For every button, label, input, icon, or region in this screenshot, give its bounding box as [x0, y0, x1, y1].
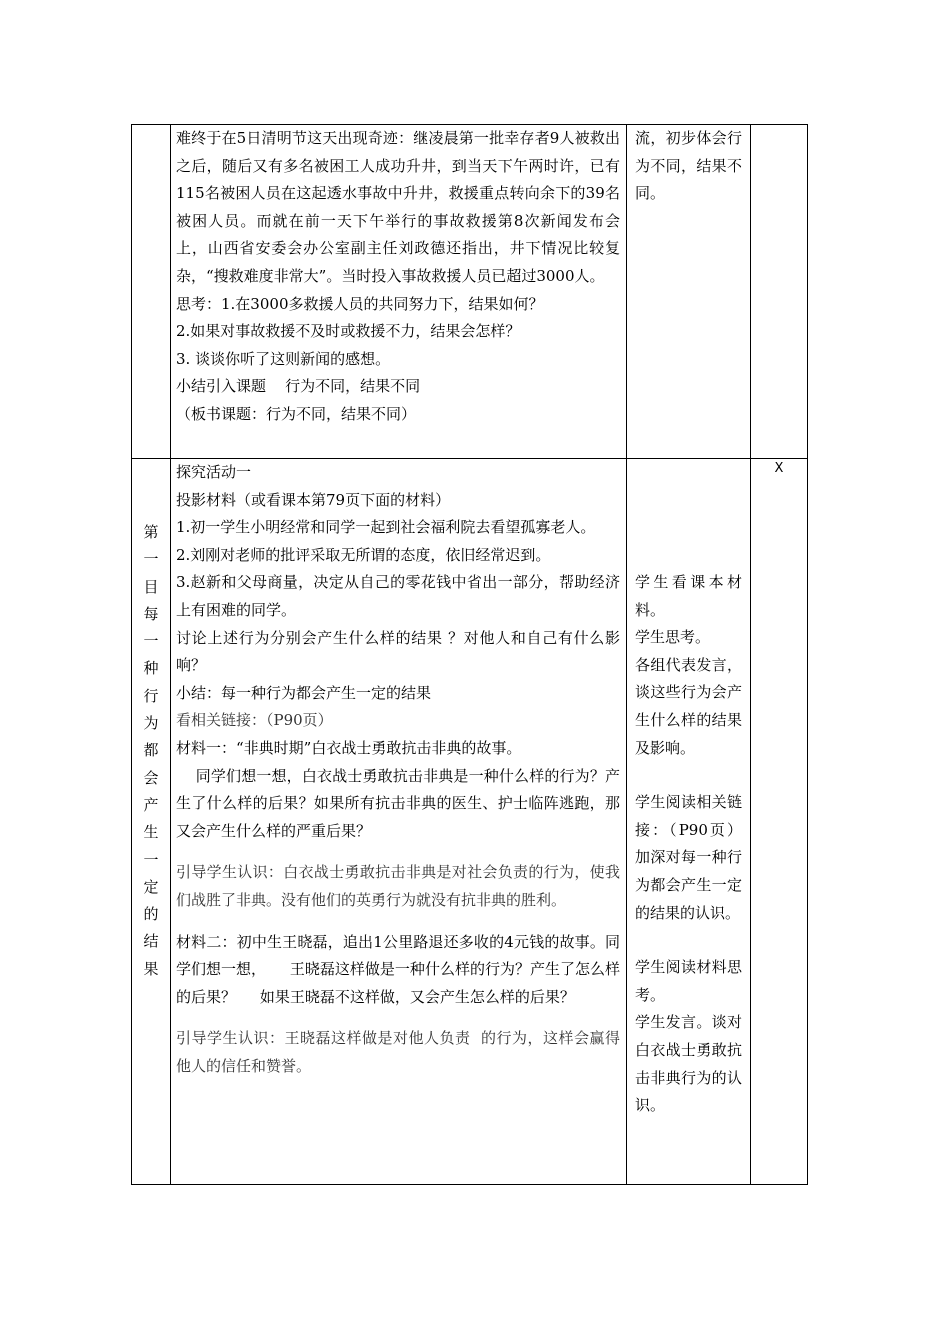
stage-title-char: 行 [143, 686, 159, 705]
stage-title-char: 产 [143, 795, 159, 814]
think-question-2: 2.如果对事故救援不及时或救援不力，结果会怎样？ [176, 322, 521, 341]
stage-title-char: 定 [143, 877, 159, 896]
think-question-1: 思考：1.在3000多救援人员的共同努力下，结果如何？ [176, 294, 544, 313]
note-cell [751, 125, 808, 459]
note-cell [751, 459, 808, 1185]
student-activity-cell [627, 125, 751, 459]
related-link: 看相关链接：（P90页） [176, 711, 333, 730]
case-item-2: 2.刘刚对老师的批评采取无所谓的态度，依旧经常迟到。 [176, 545, 551, 564]
material-one-question: 同学们想一想，白衣战士勇敢抗击非典是一种什么样的行为？产生了什么样的后果？如果所有抗击非典的医生、护士临阵逃跑，那又会产生什么样的严重后果？ [176, 766, 620, 840]
material-one-title: 材料一：“非典时期”白衣战士勇敢抗击非典的故事。 [176, 738, 522, 757]
student-activity-text: 流，初步体会行为不同，结果不同。 [635, 129, 742, 203]
news-paragraph: 难终于在5日清明节这天出现奇迹：继凌晨第一批幸存者9人被救出之后，随后又有多名被困工人成功升井，到当天下午两时许，已有115名被困人员在这起透水事故中升井，救援重点转向余下的39名被困人员。而就在前一天下午举行的事故救援第8次新闻发布会上，山西省安委会办公室副主任刘政德还指出，井下情况比较复杂，“搜救难度非常大”。当时投入事故救援人员已超过3000人。 [176, 129, 620, 285]
stage-title-char: 的 [143, 905, 159, 924]
stage-title-char: 生 [143, 823, 159, 842]
stage-title-char: 会 [143, 768, 159, 787]
stage-title-char: 果 [143, 959, 159, 978]
stage-title-char: 每 [143, 604, 159, 623]
student-step-3: 各组代表发言，谈这些行为会产生什么样的结果及影响。 [635, 655, 742, 757]
activity-title: 探究活动一 [176, 463, 252, 481]
student-step-1: 学生看课本材料。 [635, 573, 742, 619]
student-activity-cell [627, 459, 751, 1185]
note-mark: X [774, 461, 784, 476]
student-step-4: 学生阅读相关链接：（P90页）加深对每一种行为都会产生一定的结果的认识。 [635, 793, 742, 922]
stage-cell [132, 459, 171, 1185]
discussion-question: 讨论上述行为分别会产生什么样的结果 ？对他人和自己有什么影响？ [176, 628, 620, 675]
material-source: 投影材料（或看课本第79页下面的材料） [176, 490, 451, 509]
stage-title-char: 目 [143, 577, 159, 596]
table-row [132, 459, 808, 1185]
student-step-6: 学生发言。谈对白衣战士勇敢抗击非典行为的认识。 [635, 1013, 742, 1115]
stage-title-char: 一 [143, 632, 159, 651]
summary-text: 小结：每一种行为都会产生一定的结果 [176, 683, 432, 702]
guide-two: 引导学生认识：王晓磊这样做是对他人负责 的行为，这样会赢得他人的信任和赞誉。 [176, 1029, 620, 1075]
stage-cell [132, 125, 171, 459]
case-item-3: 3.赵新和父母商量，决定从自己的零花钱中省出一部分，帮助经济上有困难的同学。 [176, 573, 620, 619]
guide-one: 引导学生认识：白衣战士勇敢抗击非典是对社会负责的行为，使我们战胜了非典。没有他们的英勇行为就没有抗非典的胜利。 [176, 863, 620, 909]
teaching-content-cell [171, 125, 627, 459]
case-item-1: 1.初一学生小明经常和同学一起到社会福利院去看望孤寡老人。 [176, 518, 596, 537]
table-row [132, 125, 808, 459]
stage-title-char: 都 [143, 741, 159, 760]
stage-title-char: 第 [143, 523, 159, 541]
stage-title-char: 种 [143, 659, 159, 678]
student-step-2: 学生思考。 [635, 628, 711, 647]
stage-title-char: 为 [143, 714, 159, 733]
stage-title [132, 459, 170, 983]
stage-title-char: 一 [143, 850, 159, 869]
student-step-5: 学生阅读材料思考。 [635, 958, 742, 1004]
summary-intro: 小结引入课题 行为不同，结果不同 [176, 377, 421, 396]
material-two: 材料二：初中生王晓磊，追出1公里路退还多收的4元钱的故事。同学们想一想， 王晓磊这样做是一种什么样的行为？产生了怎么样的后果？ 如果王晓磊不这样做，又会产生怎么样的后果？ [176, 932, 620, 1006]
think-question-3: 3. 谈谈你听了这则新闻的感想。 [176, 349, 391, 368]
lesson-plan-table [131, 124, 808, 1185]
stage-title-char: 一 [143, 550, 159, 569]
teaching-content-cell [171, 459, 627, 1185]
board-title: （板书课题：行为不同，结果不同） [176, 404, 417, 423]
stage-title-char: 结 [143, 932, 159, 951]
